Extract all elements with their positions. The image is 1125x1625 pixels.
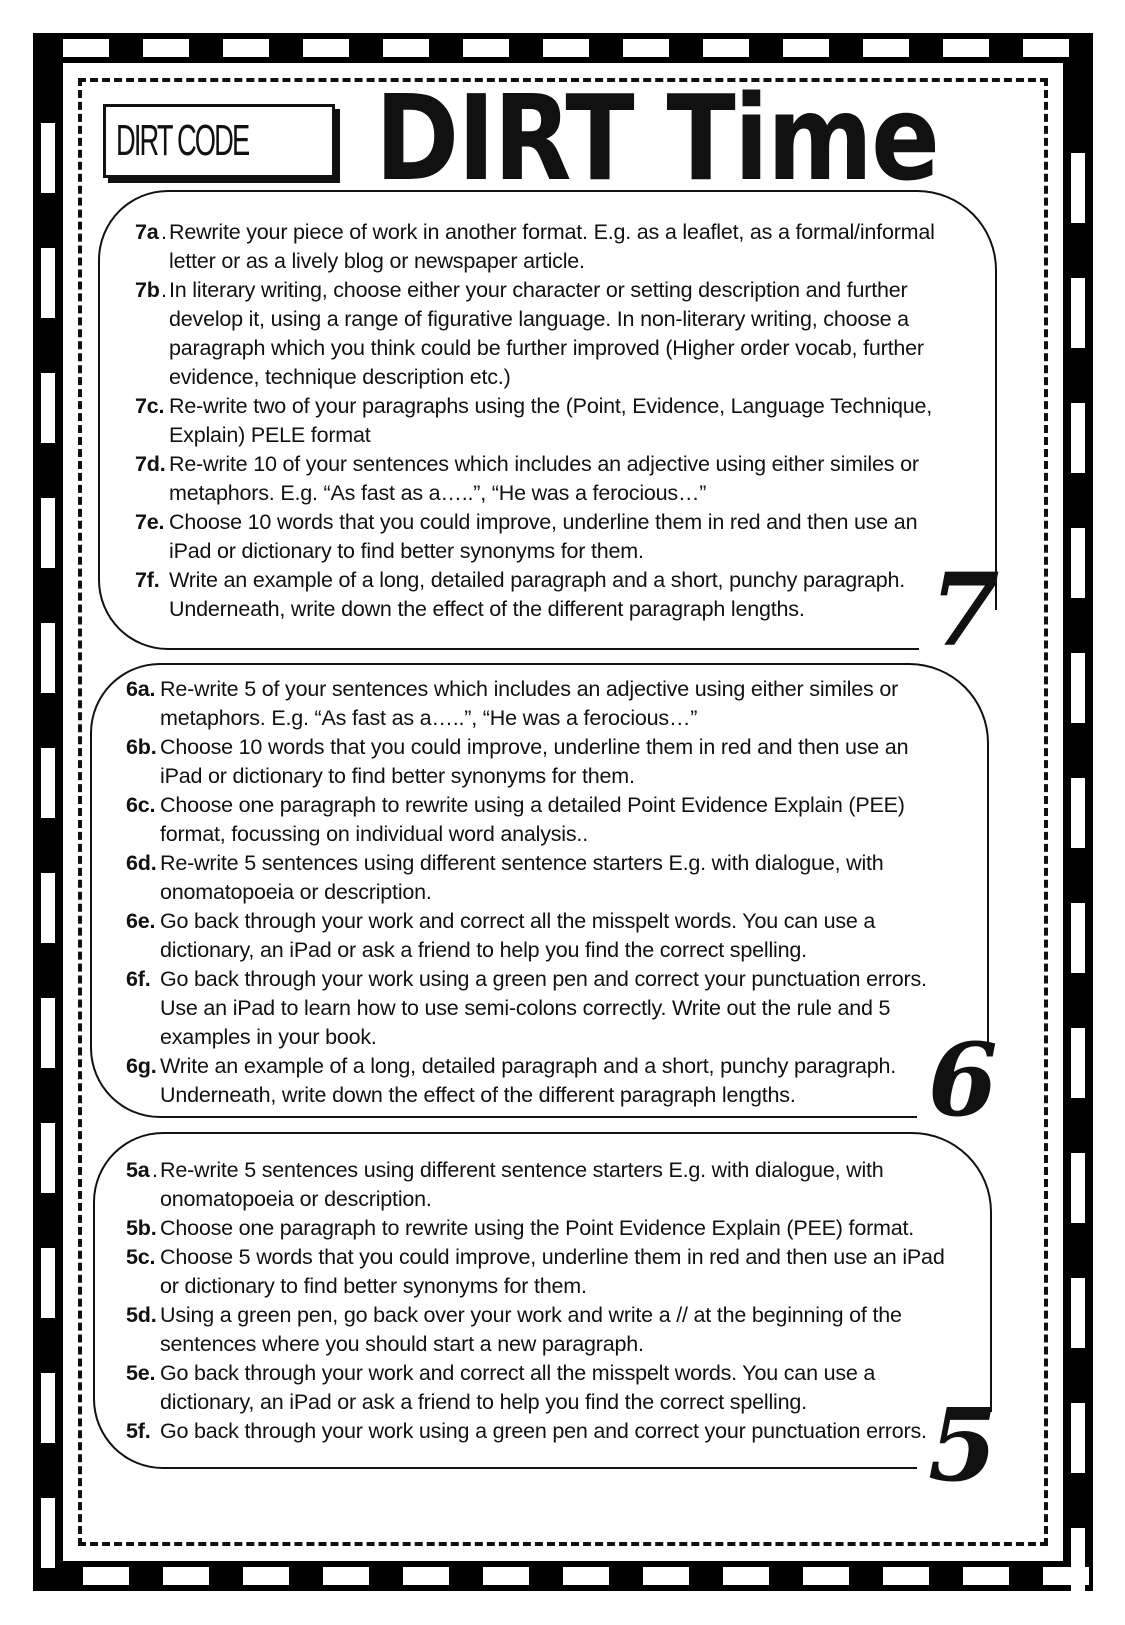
border-stripe (1023, 39, 1069, 57)
border-stripe (383, 39, 429, 57)
item-code: 5e. (126, 1361, 156, 1385)
item-code: 7b (135, 278, 160, 302)
section-6-underline (509, 1116, 917, 1118)
border-stripe (41, 1373, 55, 1443)
border-stripe (563, 1567, 609, 1585)
section-7-underline (517, 648, 919, 650)
item-code: 5c. (126, 1245, 156, 1269)
border-stripe (41, 1498, 55, 1568)
dirt-code-box (103, 104, 335, 178)
list-item (135, 392, 955, 450)
list-item (135, 276, 955, 392)
section-6-list (126, 675, 956, 1110)
page-title: DIRT Time (375, 69, 939, 207)
border-stripe (1071, 278, 1085, 348)
item-text: Re-write 10 of your sentences which includes an adjective using either similes or metaphors. E.g. “As fast as a…..”, “He was a ferocious…” (169, 452, 919, 505)
list-item (126, 1243, 966, 1301)
border-stripe (323, 1567, 369, 1585)
list-item (126, 675, 956, 733)
item-code: 7a (135, 220, 159, 244)
item-code: 5f. (126, 1419, 151, 1443)
border-stripe (1071, 528, 1085, 598)
item-code: 6c. (126, 793, 156, 817)
item-text: Go back through your work and correct all the misspelt words. You can use a dictionary, an iPad or ask a friend to help you find the correct spelling. (160, 1361, 876, 1414)
section-5-list (126, 1156, 966, 1446)
list-item (126, 1156, 966, 1214)
border-stripe (41, 873, 55, 943)
list-item (126, 1052, 956, 1110)
border-stripe (41, 248, 55, 318)
border-stripe (243, 1567, 289, 1585)
border-stripe (41, 748, 55, 818)
section-7-list (135, 218, 955, 624)
border-stripe (643, 1567, 689, 1585)
item-text: Choose one paragraph to rewrite using a detailed Point Evidence Explain (PEE) format, focussing on individual word analysis.. (160, 793, 905, 846)
list-item (126, 1301, 966, 1359)
border-stripe (143, 39, 189, 57)
list-item (126, 907, 956, 965)
item-code: 6b. (126, 735, 157, 759)
item-text: In literary writing, choose either your character or setting description and further develop it, using a range of figurative language. In non-literary writing, choose a paragraph which you think could be further improved (Higher order vocab, further evidence, technique description etc.) (169, 278, 924, 389)
item-text: Go back through your work using a green pen and correct your punctuation errors. (160, 1419, 927, 1443)
item-code: 6d. (126, 851, 157, 875)
border-stripe (1071, 1028, 1085, 1098)
item-text: Choose 10 words that you could improve, underline them in red and then use an iPad or dictionary to find better synonyms for them. (160, 735, 909, 788)
list-item (135, 566, 955, 624)
border-stripe (41, 373, 55, 443)
item-separator: . (161, 220, 167, 244)
item-text: Re-write 5 sentences using different sentence starters E.g. with dialogue, with onomatopoeia or description. (160, 851, 884, 904)
list-item (126, 1417, 966, 1446)
border-stripe (63, 39, 109, 57)
border-stripe (783, 39, 829, 57)
item-text: Re-write two of your paragraphs using the (Point, Evidence, Language Technique, Explain) PELE format (169, 394, 933, 447)
border-stripe (623, 39, 669, 57)
item-code: 6f. (126, 967, 151, 991)
item-text: Go back through your work using a green pen and correct your punctuation errors. Use an iPad to learn how to use semi-colons correctly. Write out the rule and 5 examples in your book. (160, 967, 927, 1049)
item-code: 7d. (135, 452, 166, 476)
border-stripe (963, 1567, 1009, 1585)
item-text: Re-write 5 sentences using different sentence starters E.g. with dialogue, with onomatopoeia or description. (160, 1158, 884, 1211)
border-stripe (41, 623, 55, 693)
item-code: 6g. (126, 1054, 157, 1078)
dirt-code-label: DIRT CODE (116, 116, 249, 165)
item-text: Re-write 5 of your sentences which includes an adjective using either similes or metaphors. E.g. “As fast as a…..”, “He was a ferocious…” (160, 677, 899, 730)
list-item (126, 1359, 966, 1417)
border-stripe (41, 498, 55, 568)
border-stripe (223, 39, 269, 57)
border-stripe (543, 39, 589, 57)
list-item (135, 450, 955, 508)
border-stripe (1071, 903, 1085, 973)
item-text: Choose 10 words that you could improve, underline them in red and then use an iPad or dictionary to find better synonyms for them. (169, 510, 918, 563)
border-stripe (483, 1567, 529, 1585)
border-stripe (703, 39, 749, 57)
border-stripe (803, 1567, 849, 1585)
item-code: 5d. (126, 1303, 157, 1327)
item-text: Write an example of a long, detailed paragraph and a short, punchy paragraph. Underneath, write down the effect of the different paragraph lengths. (160, 1054, 896, 1107)
item-code: 6e. (126, 909, 156, 933)
border-stripe (723, 1567, 769, 1585)
item-code: 6a. (126, 677, 156, 701)
border-stripe (1071, 1403, 1085, 1473)
border-stripe (463, 39, 509, 57)
border-stripe (1071, 153, 1085, 223)
item-code: 7f. (135, 568, 160, 592)
item-text: Choose one paragraph to rewrite using the Point Evidence Explain (PEE) format. (160, 1216, 915, 1240)
item-text: Choose 5 words that you could improve, underline them in red and then use an iPad or dictionary to find better synonyms for them. (160, 1245, 945, 1298)
border-stripe (1071, 1278, 1085, 1348)
border-stripe (403, 1567, 449, 1585)
border-stripe (41, 1123, 55, 1193)
list-item (135, 508, 955, 566)
list-item (126, 1214, 966, 1243)
item-code: 5a (126, 1158, 150, 1182)
border-stripe (41, 1248, 55, 1318)
border-stripe (863, 39, 909, 57)
item-text: Using a green pen, go back over your work and write a // at the beginning of the sentences where you should start a new paragraph. (160, 1303, 902, 1356)
item-separator: . (152, 1158, 158, 1182)
section-6-number: 6 (928, 1021, 998, 1139)
list-item (126, 733, 956, 791)
item-text: Write an example of a long, detailed paragraph and a short, punchy paragraph. Underneath, write down the effect of the different paragraph lengths. (169, 568, 905, 621)
item-separator: . (161, 278, 167, 302)
item-code: 7e. (135, 510, 165, 534)
item-text: Go back through your work and correct all the misspelt words. You can use a dictionary, an iPad or ask a friend to help you find the correct spelling. (160, 909, 876, 962)
border-stripe (303, 39, 349, 57)
border-stripe (883, 1567, 929, 1585)
border-stripe (1071, 403, 1085, 473)
border-stripe (1071, 1153, 1085, 1223)
item-code: 7c. (135, 394, 165, 418)
border-stripe (1071, 653, 1085, 723)
item-code: 5b. (126, 1216, 157, 1240)
section-5-underline (512, 1467, 917, 1469)
list-item (126, 791, 956, 849)
border-stripe (41, 123, 55, 193)
border-stripe (163, 1567, 209, 1585)
section-7-number: 7 (930, 551, 1000, 669)
border-stripe (83, 1567, 129, 1585)
list-item (135, 218, 955, 276)
list-item (126, 849, 956, 907)
border-stripe (1071, 778, 1085, 848)
border-stripe (41, 998, 55, 1068)
border-stripe (1071, 1528, 1085, 1598)
item-text: Rewrite your piece of work in another format. E.g. as a leaflet, as a formal/informal letter or as a lively blog or newspaper article. (169, 220, 935, 273)
list-item (126, 965, 956, 1052)
section-5-number: 5 (928, 1386, 998, 1504)
border-stripe (943, 39, 989, 57)
